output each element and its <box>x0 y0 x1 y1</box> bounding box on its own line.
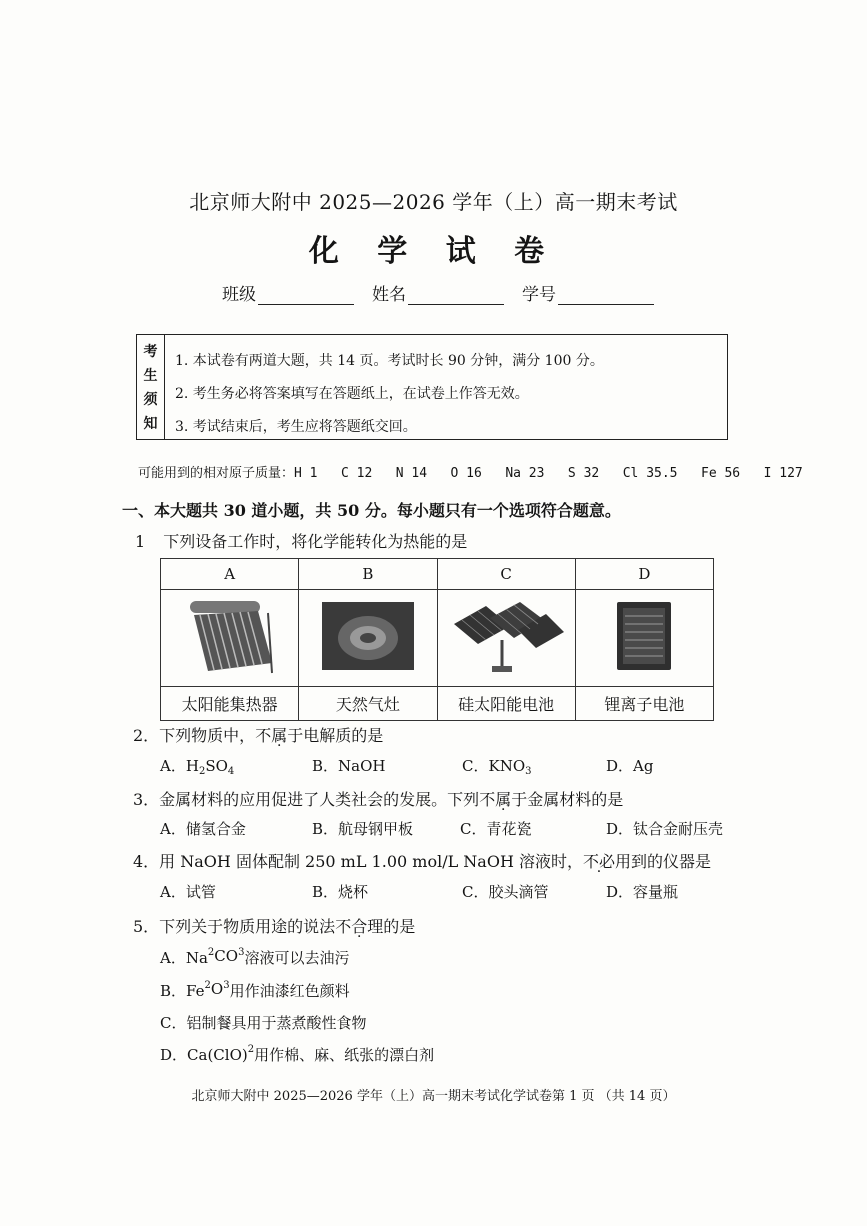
q5-option-a: A．Na 2 CO 3 溶液可以去油污 <box>160 947 350 967</box>
atomic-masses: 可能用到的相对原子质量：H 1 C 12 N 14 O 16 Na 23 S 32 Cl 35.5 Fe 56 I 127 <box>138 466 803 481</box>
page-footer: 北京师大附中 2025—2026 学年（上）高一期末考试化学试卷第 1 页 （共 14 页） <box>191 1089 676 1104</box>
name-field[interactable]: 姓名 <box>372 280 504 305</box>
q1-option-b-label: 天然气灶 <box>299 687 437 721</box>
q4-options <box>160 881 678 902</box>
q5-option-c: C．铝制餐具用于蒸煮酸性食物 <box>160 1014 367 1032</box>
q3-option-a: A．储氢合金 <box>160 820 246 838</box>
question-2: 2．下列物质中，不属于电解质的是 <box>133 726 384 745</box>
question-5: 5．下列关于物质用途的说法不合理的是 <box>133 917 416 936</box>
solar-water-heater-image <box>161 590 299 687</box>
q2-option-a: A．$H_2SO_4$ <box>160 757 235 777</box>
q1-option-c-label: 硅太阳能电池 <box>437 687 575 721</box>
q1-option-d-label: 锂离子电池 <box>575 687 713 721</box>
silicon-solar-panel-image <box>437 590 575 687</box>
class-field[interactable]: 班级 <box>222 280 354 305</box>
q5-option-d: D．Ca(ClO) 2 用作棉、麻、纸张的漂白剂 <box>160 1044 435 1064</box>
notice-item: 2. 考生务必将答案填写在答题纸上，在试卷上作答无效。 <box>175 386 529 402</box>
q4-option-c: C．胶头滴管 <box>462 883 549 901</box>
notice-items <box>165 335 727 439</box>
q2-option-c: C．$KNO_3$ <box>462 757 532 777</box>
exam-subtitle: 化 学 试 卷 <box>308 234 559 269</box>
notice-item: 1. 本试卷有两道大题，共 14 页。考试时长 90 分钟，满分 100 分。 <box>175 353 604 369</box>
q3-option-b: B．航母钢甲板 <box>312 820 414 838</box>
exam-notice-box <box>136 334 728 440</box>
q1-header-d: D <box>575 559 713 590</box>
q1-option-a-label: 太阳能集热器 <box>161 687 299 721</box>
q2-option-b: B．NaOH <box>312 757 386 775</box>
q1-options-table <box>160 558 714 721</box>
exam-title: 北京师大附中 2025—2026 学年（上）高一期末考试 <box>189 190 678 214</box>
q1-header-c: C <box>437 559 575 590</box>
notice-item: 3. 考试结束后，考生应将答题纸交回。 <box>175 419 417 435</box>
question-1: 1 下列设备工作时，将化学能转化为热能的是 <box>135 532 468 551</box>
student-info-fields <box>222 280 654 305</box>
q4-option-a: A．试管 <box>160 883 216 901</box>
question-3: 3．金属材料的应用促进了人类社会的发展。下列不属于金属材料的是 <box>133 790 624 809</box>
q4-option-b: B．烧杯 <box>312 883 369 901</box>
q2-option-d: D．Ag <box>606 757 654 775</box>
q4-option-d: D．容量瓶 <box>606 883 679 901</box>
gas-stove-image <box>299 590 437 687</box>
q3-options <box>160 818 723 839</box>
q1-header-b: B <box>299 559 437 590</box>
q3-option-d: D．钛合金耐压壳 <box>606 820 724 838</box>
q3-option-c: C．青花瓷 <box>460 820 532 838</box>
lithium-ion-battery-image <box>575 590 713 687</box>
section-title: 一、本大题共 30 道小题，共 50 分。每小题只有一个选项符合题意。 <box>122 501 621 520</box>
question-4: 4．用 NaOH 固体配制 250 mL 1.00 mol/L NaOH 溶液时，不必用到的仪器是 <box>133 852 712 871</box>
q2-options <box>160 755 653 777</box>
q1-header-a: A <box>161 559 299 590</box>
q5-option-b: B．Fe 2 O 3 用作油漆红色颜料 <box>160 980 350 1000</box>
student-id-field[interactable]: 学号 <box>522 280 654 305</box>
notice-label: 考 生 须 知 <box>137 335 165 439</box>
